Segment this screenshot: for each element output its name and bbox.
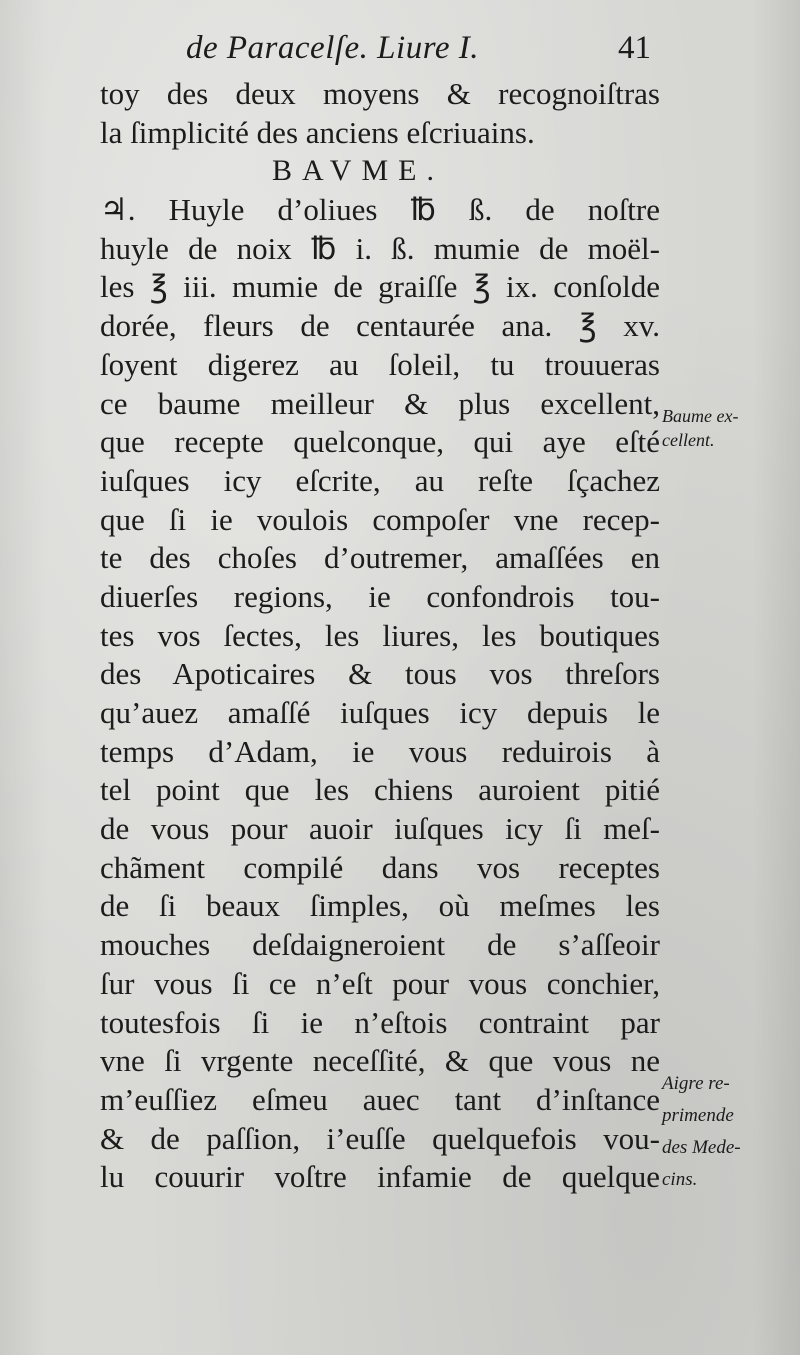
text-line: temps d’Adam, ie vous reduirois à bbox=[100, 733, 660, 769]
text-line: que recepte quelconque, qui aye eſté bbox=[100, 424, 660, 460]
margin-note-medecins bbox=[662, 1068, 741, 1196]
text-line: les ℥ iii. mumie de graiſſe ℥ ix. conſolde bbox=[100, 269, 660, 305]
text-line: ſur vous ſi ce n’eſt pour vous conchier, bbox=[100, 965, 660, 1001]
text-line: dorée, fleurs de centaurée ana. ℥ xv. bbox=[100, 308, 660, 344]
text-line: ce baume meilleur & plus excellent, bbox=[100, 385, 660, 421]
text-line: huyle de noix ℔ i. ß. mumie de moël- bbox=[100, 230, 660, 266]
margin-note-line: cellent. bbox=[662, 430, 715, 450]
running-head bbox=[0, 30, 800, 76]
text-line: mouches deſdaigneroient de s’aſſeoir bbox=[100, 927, 660, 963]
text-line: iuſques icy eſcrite, au reſte ſçachez bbox=[100, 462, 660, 498]
text-line: tes vos ſectes, les liures, les boutiques bbox=[100, 617, 660, 653]
text-line: de vous pour auoir iuſques icy ſi meſ- bbox=[100, 811, 660, 847]
margin-note-line: cins. bbox=[662, 1169, 698, 1190]
text-line: la ſimplicité des anciens eſcriuains. bbox=[100, 114, 535, 150]
margin-note-line: primende bbox=[662, 1105, 734, 1126]
text-line: toy des deux moyens & recognoiſtras bbox=[100, 76, 660, 111]
running-title: de Paracelſe. Liure I. bbox=[186, 30, 479, 66]
text-line: te des choſes d’outremer, amaſſées en bbox=[100, 540, 660, 576]
text-line: chãment compilé dans vos receptes bbox=[100, 849, 660, 885]
text-line: que ſi ie voulois compoſer vne recep- bbox=[100, 501, 660, 537]
text-line: m’euſſiez eſmeu auec tant d’inſtance bbox=[100, 1081, 660, 1117]
section-heading: BAVME. bbox=[272, 154, 444, 188]
page-number: 41 bbox=[618, 30, 651, 66]
text-line: toutesfois ſi ie n’eſtois contraint par bbox=[100, 1004, 660, 1040]
main-text-block bbox=[100, 75, 660, 1197]
margin-note-baume bbox=[662, 404, 738, 452]
text-line: & de paſſion, i’euſſe quelquefois vou- bbox=[100, 1120, 660, 1156]
text-line: ſoyent digerez au ſoleil, tu trouueras bbox=[100, 346, 660, 382]
text-line: diuerſes regions, ie confondrois tou- bbox=[100, 578, 660, 614]
text-line: qu’auez amaſſé iuſques icy depuis le bbox=[100, 695, 660, 730]
margin-note-line: Baume ex- bbox=[662, 406, 739, 426]
margin-note-line: Aigre re- bbox=[662, 1073, 730, 1094]
text-line: vne ſi vrgente neceſſité, & que vous ne bbox=[100, 1043, 660, 1079]
text-line: de ſi beaux ſimples, où meſmes les bbox=[100, 888, 660, 924]
text-line: des Apoticaires & tous vos threſors bbox=[100, 656, 660, 692]
text-line: lu couurir voſtre infamie de quelque bbox=[100, 1159, 660, 1195]
text-line: tel point que les chiens auroient pitié bbox=[100, 772, 660, 808]
text-line: ♃. Huyle d’oliues ℔ ß. de noſtre bbox=[100, 192, 660, 228]
margin-note-line: des Mede- bbox=[662, 1137, 741, 1158]
